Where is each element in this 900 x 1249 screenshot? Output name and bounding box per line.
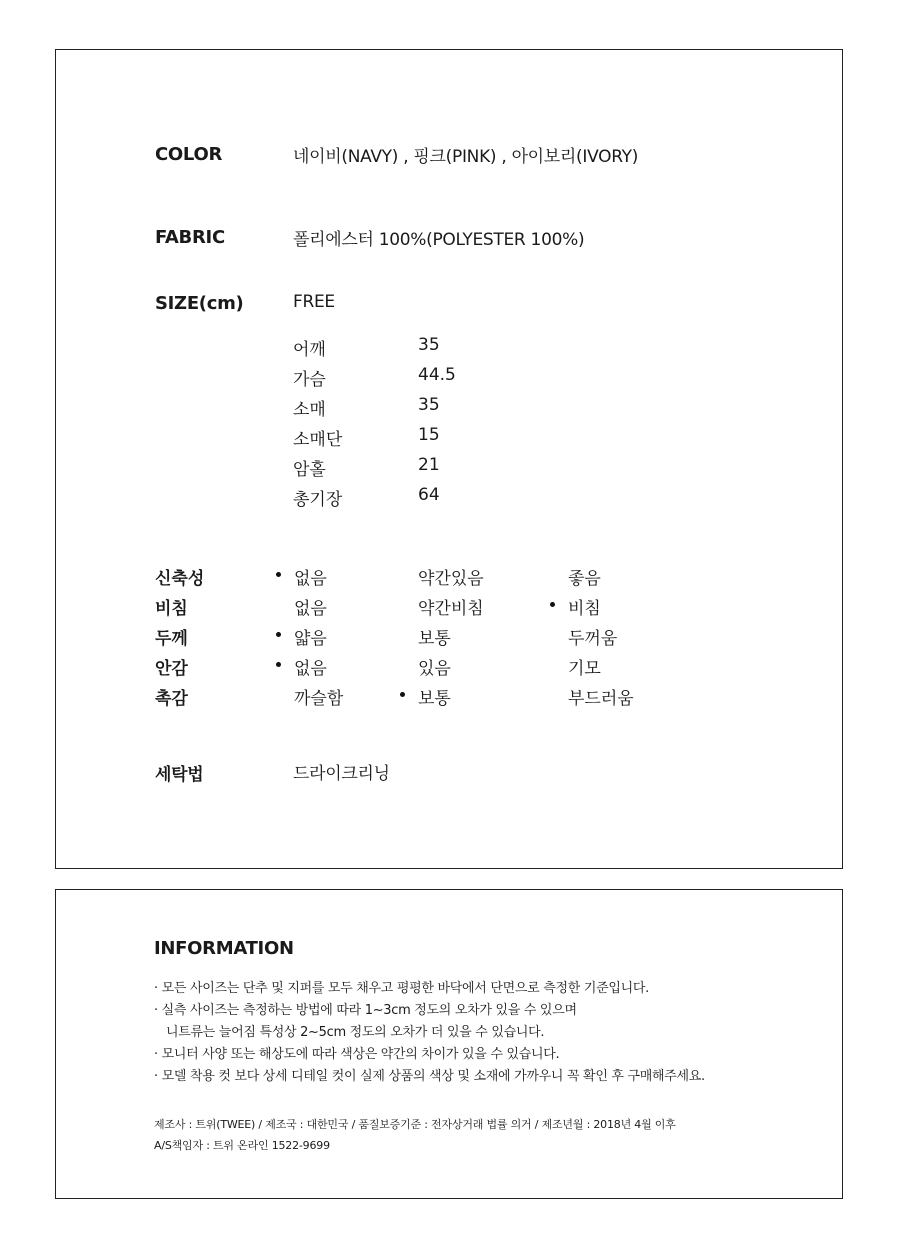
size-row-value: 35 — [418, 335, 440, 355]
fabric-value: 폴리에스터 100%(POLYESTER 100%) — [293, 230, 585, 250]
size-row-name: 총기장 — [293, 490, 343, 510]
size-row-value: 44.5 — [418, 365, 456, 385]
size-row-name: 가슴 — [293, 370, 326, 390]
property-option: 약간비침 — [418, 599, 484, 619]
property-option: 없음 — [294, 654, 327, 679]
property-option: 두꺼움 — [568, 629, 618, 649]
property-row-sheerness — [155, 594, 755, 624]
property-option: 약간있음 — [418, 569, 484, 589]
property-option: 없음 — [294, 564, 327, 589]
property-option: 기모 — [568, 659, 601, 679]
color-label: COLOR — [155, 144, 223, 165]
property-row-texture — [155, 684, 755, 714]
property-option: 있음 — [418, 659, 451, 679]
spec-panel — [55, 49, 843, 869]
washing-value: 드라이크리닝 — [293, 764, 390, 784]
size-row-name: 어깨 — [293, 340, 326, 360]
note-line: · 모델 착용 컷 보다 상세 디테일 컷이 실제 상품의 색상 및 소재에 가까우니 꼭 확인 후 구매해주세요. — [154, 1069, 705, 1084]
information-title: INFORMATION — [154, 938, 294, 959]
property-option: 비침 — [568, 594, 601, 619]
property-row-thickness — [155, 624, 755, 654]
fabric-label: FABRIC — [155, 227, 225, 248]
selected-bullet-icon — [276, 632, 281, 637]
property-option: 없음 — [294, 599, 327, 619]
property-option: 보통 — [418, 629, 451, 649]
selected-bullet-icon — [276, 572, 281, 577]
size-row-value: 35 — [418, 395, 440, 415]
color-value: 네이비(NAVY) , 핑크(PINK) , 아이보리(IVORY) — [293, 147, 639, 167]
information-panel — [55, 889, 843, 1199]
as-contact-line: A/S책임자 : 트위 온라인 1522-9699 — [154, 1139, 330, 1152]
property-label: 안감 — [155, 659, 188, 679]
note-line: · 모니터 사양 또는 해상도에 따라 색상은 약간의 차이가 있을 수 있습니다. — [154, 1047, 560, 1062]
note-line: 니트류는 늘어짐 특성상 2~5cm 정도의 오차가 더 있을 수 있습니다. — [166, 1025, 545, 1040]
property-label: 비침 — [155, 599, 188, 619]
size-row-name: 암홀 — [293, 460, 326, 480]
property-option: 부드러움 — [568, 689, 634, 709]
size-row-value: 15 — [418, 425, 440, 445]
property-option: 까슬함 — [294, 689, 344, 709]
manufacturer-info — [154, 1114, 676, 1156]
size-row-name: 소매 — [293, 400, 326, 420]
property-label: 촉감 — [155, 689, 188, 709]
size-row-value: 21 — [418, 455, 440, 475]
property-label: 두께 — [155, 629, 188, 649]
property-row-stretch — [155, 564, 755, 594]
property-option: 얇음 — [294, 624, 327, 649]
note-line: · 실측 사이즈는 측정하는 방법에 따라 1~3cm 정도의 오차가 있을 수 있으며 — [154, 1003, 577, 1018]
note-line: · 모든 사이즈는 단추 및 지퍼를 모두 채우고 평평한 바닥에서 단면으로 측정한 기준입니다. — [154, 981, 649, 996]
size-row-name: 소매단 — [293, 430, 343, 450]
property-option: 좋음 — [568, 569, 601, 589]
manufacturer-line: 제조사 : 트위(TWEE) / 제조국 : 대한민국 / 품질보증기준 : 전자상거래 법률 의거 / 제조년월 : 2018년 4월 이후 — [154, 1118, 676, 1131]
selected-bullet-icon — [400, 692, 405, 697]
size-free-value: FREE — [293, 292, 335, 312]
property-option: 보통 — [418, 684, 451, 709]
selected-bullet-icon — [550, 602, 555, 607]
selected-bullet-icon — [276, 662, 281, 667]
property-label: 신축성 — [155, 569, 205, 589]
information-notes — [154, 978, 705, 1088]
property-row-lining — [155, 654, 755, 684]
size-row-value: 64 — [418, 485, 440, 505]
washing-label: 세탁법 — [155, 765, 204, 785]
size-label: SIZE(cm) — [155, 293, 244, 314]
